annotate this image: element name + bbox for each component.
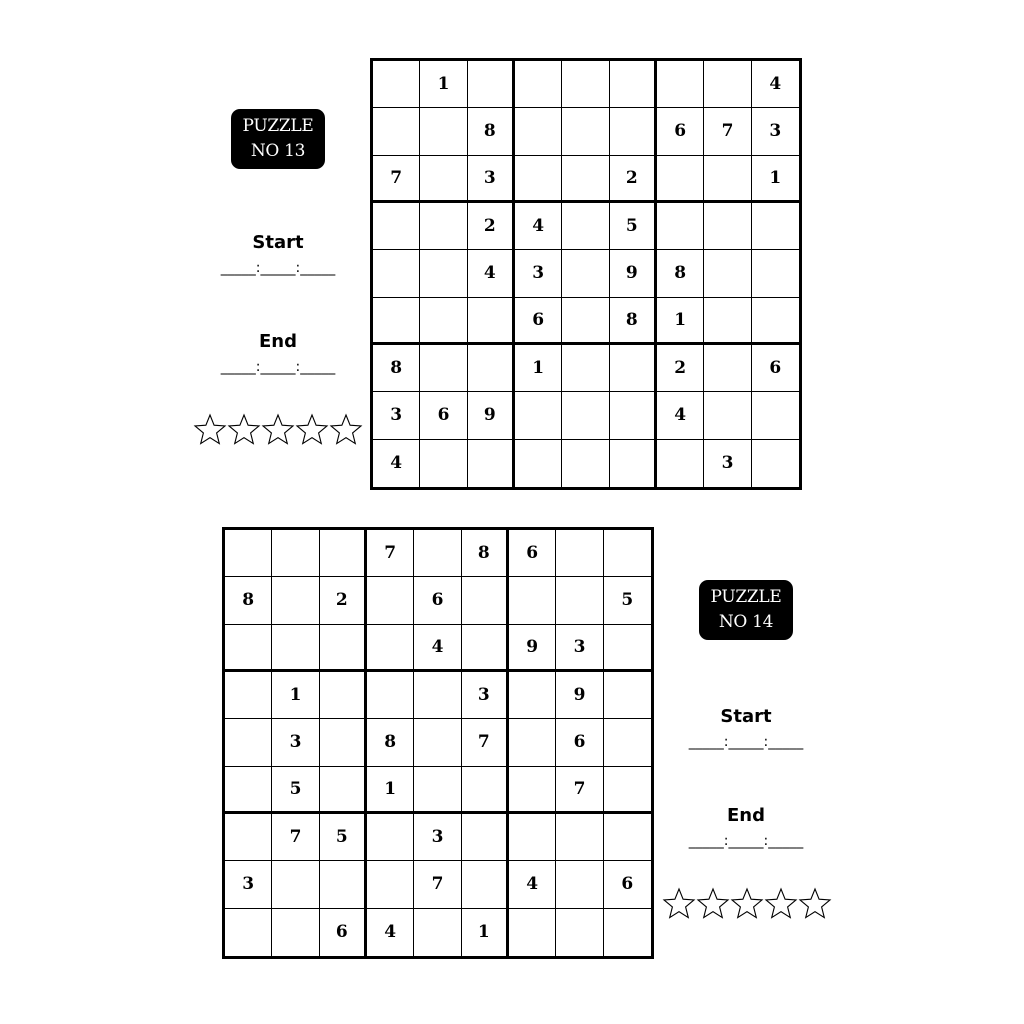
given-digit-cell: 7 bbox=[414, 861, 461, 908]
empty-cell[interactable] bbox=[462, 625, 509, 672]
empty-cell[interactable] bbox=[704, 250, 751, 297]
puzzle-badge-line2: NO 13 bbox=[250, 141, 306, 161]
end-label: End bbox=[727, 805, 765, 826]
empty-cell[interactable] bbox=[468, 61, 515, 108]
start-time-field[interactable]: _____:_____:_____ bbox=[688, 734, 804, 750]
empty-cell[interactable] bbox=[515, 108, 562, 155]
given-digit-cell: 6 bbox=[752, 345, 799, 392]
given-digit-cell: 2 bbox=[468, 203, 515, 250]
star-outline-icon[interactable] bbox=[798, 887, 832, 921]
empty-cell[interactable] bbox=[562, 108, 609, 155]
empty-cell[interactable] bbox=[657, 156, 704, 203]
empty-cell[interactable] bbox=[420, 250, 467, 297]
empty-cell[interactable] bbox=[225, 530, 272, 577]
given-digit-cell: 3 bbox=[468, 156, 515, 203]
given-digit-cell: 3 bbox=[462, 672, 509, 719]
empty-cell[interactable] bbox=[462, 814, 509, 861]
given-digit-cell: 3 bbox=[272, 719, 319, 766]
empty-cell[interactable] bbox=[610, 392, 657, 439]
given-digit-cell: 4 bbox=[752, 61, 799, 108]
empty-cell[interactable] bbox=[468, 440, 515, 487]
given-digit-cell: 5 bbox=[610, 203, 657, 250]
empty-cell[interactable] bbox=[556, 577, 603, 624]
given-digit-cell: 1 bbox=[462, 909, 509, 956]
given-digit-cell: 6 bbox=[509, 530, 556, 577]
end-time-field[interactable]: _____:_____:_____ bbox=[220, 359, 336, 375]
empty-cell[interactable] bbox=[604, 719, 651, 766]
puzzle-badge-line2: NO 14 bbox=[718, 612, 774, 632]
empty-cell[interactable] bbox=[604, 909, 651, 956]
empty-cell[interactable] bbox=[752, 440, 799, 487]
end-label: End bbox=[259, 331, 297, 352]
empty-cell[interactable] bbox=[509, 909, 556, 956]
star-outline-icon[interactable] bbox=[295, 413, 329, 447]
given-digit-cell: 7 bbox=[462, 719, 509, 766]
given-digit-cell: 3 bbox=[414, 814, 461, 861]
star-outline-icon[interactable] bbox=[764, 887, 798, 921]
empty-cell[interactable] bbox=[272, 625, 319, 672]
given-digit-cell: 3 bbox=[752, 108, 799, 155]
given-digit-cell: 2 bbox=[657, 345, 704, 392]
given-digit-cell: 7 bbox=[373, 156, 420, 203]
empty-cell[interactable] bbox=[225, 625, 272, 672]
empty-cell[interactable] bbox=[367, 577, 414, 624]
empty-cell[interactable] bbox=[556, 814, 603, 861]
given-digit-cell: 6 bbox=[320, 909, 367, 956]
empty-cell[interactable] bbox=[373, 61, 420, 108]
empty-cell[interactable] bbox=[704, 203, 751, 250]
given-digit-cell: 8 bbox=[657, 250, 704, 297]
empty-cell[interactable] bbox=[704, 298, 751, 345]
empty-cell[interactable] bbox=[515, 440, 562, 487]
empty-cell[interactable] bbox=[704, 61, 751, 108]
empty-cell[interactable] bbox=[420, 345, 467, 392]
given-digit-cell: 2 bbox=[320, 577, 367, 624]
empty-cell[interactable] bbox=[515, 156, 562, 203]
start-time-field[interactable]: _____:_____:_____ bbox=[220, 260, 336, 276]
empty-cell[interactable] bbox=[414, 909, 461, 956]
empty-cell[interactable] bbox=[509, 767, 556, 814]
empty-cell[interactable] bbox=[604, 767, 651, 814]
difficulty-rating bbox=[662, 887, 832, 921]
given-digit-cell: 8 bbox=[367, 719, 414, 766]
empty-cell[interactable] bbox=[462, 577, 509, 624]
empty-cell[interactable] bbox=[373, 250, 420, 297]
given-digit-cell: 4 bbox=[367, 909, 414, 956]
star-outline-icon[interactable] bbox=[329, 413, 363, 447]
empty-cell[interactable] bbox=[657, 440, 704, 487]
empty-cell[interactable] bbox=[562, 250, 609, 297]
empty-cell[interactable] bbox=[562, 156, 609, 203]
empty-cell[interactable] bbox=[562, 440, 609, 487]
empty-cell[interactable] bbox=[610, 345, 657, 392]
empty-cell[interactable] bbox=[468, 345, 515, 392]
empty-cell[interactable] bbox=[657, 61, 704, 108]
empty-cell[interactable] bbox=[414, 767, 461, 814]
given-digit-cell: 3 bbox=[515, 250, 562, 297]
given-digit-cell: 6 bbox=[556, 719, 603, 766]
given-digit-cell: 3 bbox=[225, 861, 272, 908]
empty-cell[interactable] bbox=[556, 909, 603, 956]
empty-cell[interactable] bbox=[414, 672, 461, 719]
empty-cell[interactable] bbox=[509, 577, 556, 624]
empty-cell[interactable] bbox=[320, 625, 367, 672]
empty-cell[interactable] bbox=[562, 392, 609, 439]
empty-cell[interactable] bbox=[556, 530, 603, 577]
empty-cell[interactable] bbox=[604, 814, 651, 861]
empty-cell[interactable] bbox=[272, 909, 319, 956]
empty-cell[interactable] bbox=[225, 909, 272, 956]
empty-cell[interactable] bbox=[704, 392, 751, 439]
given-digit-cell: 8 bbox=[610, 298, 657, 345]
given-digit-cell: 3 bbox=[556, 625, 603, 672]
empty-cell[interactable] bbox=[610, 108, 657, 155]
empty-cell[interactable] bbox=[752, 250, 799, 297]
empty-cell[interactable] bbox=[515, 61, 562, 108]
given-digit-cell: 5 bbox=[604, 577, 651, 624]
given-digit-cell: 8 bbox=[373, 345, 420, 392]
given-digit-cell: 3 bbox=[373, 392, 420, 439]
given-digit-cell: 4 bbox=[515, 203, 562, 250]
start-label: Start bbox=[252, 232, 304, 253]
empty-cell[interactable] bbox=[420, 298, 467, 345]
given-digit-cell: 5 bbox=[272, 767, 319, 814]
empty-cell[interactable] bbox=[225, 672, 272, 719]
given-digit-cell: 6 bbox=[420, 392, 467, 439]
empty-cell[interactable] bbox=[320, 861, 367, 908]
empty-cell[interactable] bbox=[604, 530, 651, 577]
empty-cell[interactable] bbox=[562, 298, 609, 345]
empty-cell[interactable] bbox=[509, 814, 556, 861]
empty-cell[interactable] bbox=[657, 203, 704, 250]
given-digit-cell: 6 bbox=[657, 108, 704, 155]
given-digit-cell: 1 bbox=[657, 298, 704, 345]
empty-cell[interactable] bbox=[562, 203, 609, 250]
empty-cell[interactable] bbox=[320, 672, 367, 719]
empty-cell[interactable] bbox=[367, 814, 414, 861]
star-outline-icon[interactable] bbox=[261, 413, 295, 447]
puzzle-badge-line1: PUZZLE bbox=[242, 116, 314, 136]
given-digit-cell: 8 bbox=[225, 577, 272, 624]
empty-cell[interactable] bbox=[556, 861, 603, 908]
given-digit-cell: 1 bbox=[272, 672, 319, 719]
empty-cell[interactable] bbox=[272, 861, 319, 908]
given-digit-cell: 4 bbox=[414, 625, 461, 672]
empty-cell[interactable] bbox=[704, 345, 751, 392]
empty-cell[interactable] bbox=[367, 625, 414, 672]
star-outline-icon[interactable] bbox=[227, 413, 261, 447]
given-digit-cell: 1 bbox=[420, 61, 467, 108]
empty-cell[interactable] bbox=[225, 719, 272, 766]
given-digit-cell: 5 bbox=[320, 814, 367, 861]
empty-cell[interactable] bbox=[462, 767, 509, 814]
given-digit-cell: 9 bbox=[610, 250, 657, 297]
empty-cell[interactable] bbox=[562, 61, 609, 108]
empty-cell[interactable] bbox=[562, 345, 609, 392]
empty-cell[interactable] bbox=[225, 814, 272, 861]
empty-cell[interactable] bbox=[462, 861, 509, 908]
given-digit-cell: 4 bbox=[657, 392, 704, 439]
empty-cell[interactable] bbox=[367, 672, 414, 719]
empty-cell[interactable] bbox=[515, 392, 562, 439]
empty-cell[interactable] bbox=[420, 440, 467, 487]
end-time-field[interactable]: _____:_____:_____ bbox=[688, 833, 804, 849]
given-digit-cell: 7 bbox=[272, 814, 319, 861]
given-digit-cell: 2 bbox=[610, 156, 657, 203]
given-digit-cell: 8 bbox=[462, 530, 509, 577]
star-outline-icon[interactable] bbox=[730, 887, 764, 921]
given-digit-cell: 1 bbox=[367, 767, 414, 814]
empty-cell[interactable] bbox=[752, 392, 799, 439]
given-digit-cell: 9 bbox=[468, 392, 515, 439]
empty-cell[interactable] bbox=[414, 719, 461, 766]
empty-cell[interactable] bbox=[420, 156, 467, 203]
star-outline-icon[interactable] bbox=[696, 887, 730, 921]
given-digit-cell: 8 bbox=[468, 108, 515, 155]
given-digit-cell: 7 bbox=[367, 530, 414, 577]
empty-cell[interactable] bbox=[367, 861, 414, 908]
empty-cell[interactable] bbox=[414, 530, 461, 577]
puzzle-badge bbox=[699, 580, 793, 640]
start-label: Start bbox=[720, 706, 772, 727]
given-digit-cell: 1 bbox=[515, 345, 562, 392]
given-digit-cell: 6 bbox=[414, 577, 461, 624]
given-digit-cell: 6 bbox=[604, 861, 651, 908]
given-digit-cell: 4 bbox=[468, 250, 515, 297]
given-digit-cell: 9 bbox=[509, 625, 556, 672]
empty-cell[interactable] bbox=[320, 719, 367, 766]
empty-cell[interactable] bbox=[420, 203, 467, 250]
puzzle-badge bbox=[231, 109, 325, 169]
empty-cell[interactable] bbox=[752, 203, 799, 250]
sudoku-grid bbox=[370, 58, 802, 490]
empty-cell[interactable] bbox=[225, 767, 272, 814]
given-digit-cell: 3 bbox=[704, 440, 751, 487]
puzzle-badge-line1: PUZZLE bbox=[710, 587, 782, 607]
empty-cell[interactable] bbox=[272, 577, 319, 624]
empty-cell[interactable] bbox=[320, 767, 367, 814]
given-digit-cell: 1 bbox=[752, 156, 799, 203]
empty-cell[interactable] bbox=[373, 108, 420, 155]
given-digit-cell: 9 bbox=[556, 672, 603, 719]
empty-cell[interactable] bbox=[320, 530, 367, 577]
empty-cell[interactable] bbox=[509, 719, 556, 766]
empty-cell[interactable] bbox=[272, 530, 319, 577]
empty-cell[interactable] bbox=[752, 298, 799, 345]
empty-cell[interactable] bbox=[704, 156, 751, 203]
empty-cell[interactable] bbox=[509, 672, 556, 719]
given-digit-cell: 7 bbox=[556, 767, 603, 814]
empty-cell[interactable] bbox=[468, 298, 515, 345]
empty-cell[interactable] bbox=[604, 625, 651, 672]
empty-cell[interactable] bbox=[420, 108, 467, 155]
given-digit-cell: 7 bbox=[704, 108, 751, 155]
empty-cell[interactable] bbox=[373, 203, 420, 250]
given-digit-cell: 4 bbox=[509, 861, 556, 908]
difficulty-rating bbox=[193, 413, 363, 447]
star-outline-icon[interactable] bbox=[193, 413, 227, 447]
given-digit-cell: 4 bbox=[373, 440, 420, 487]
empty-cell[interactable] bbox=[373, 298, 420, 345]
star-outline-icon[interactable] bbox=[662, 887, 696, 921]
empty-cell[interactable] bbox=[604, 672, 651, 719]
empty-cell[interactable] bbox=[610, 440, 657, 487]
sudoku-grid bbox=[222, 527, 654, 959]
given-digit-cell: 6 bbox=[515, 298, 562, 345]
empty-cell[interactable] bbox=[610, 61, 657, 108]
